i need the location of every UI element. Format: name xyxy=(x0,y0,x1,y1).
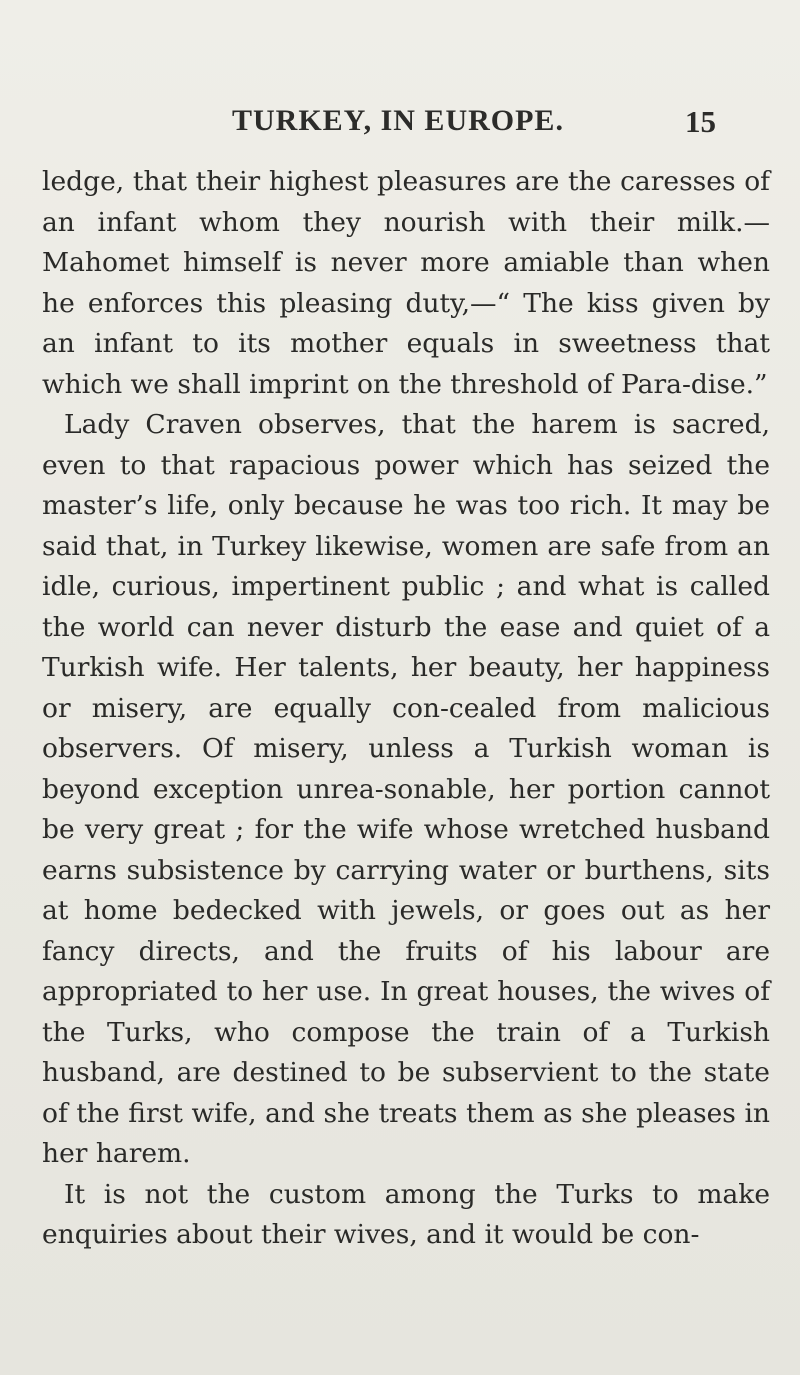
body-text xyxy=(42,162,770,1256)
paragraph-3: It is not the custom among the Turks to make enquiries about their wives, and it would be con- xyxy=(42,1178,770,1250)
paragraph-2: Lady Craven observes, that the harem is sacred, even to that rapacious power which has seized the master’s life, only because he was too rich. It may be said that, in Turkey likewise, women are safe from an idle, curious, impertinent public ; and what is called the world can never disturb the ease and quiet of a Turkish wife. Her talents, her beauty, her happiness or misery, are equally con-cealed from malicious observers. Of misery, unless a Turkish woman is beyond exception unrea-sonable, her portion cannot be very great ; for the wife whose wretched husband earns subsistence by carrying water or burthens, sits at home bedecked with jewels, or goes out as her fancy directs, and the fruits of his labour are appropriated to her use. In great houses, the wives of the Turks, who compose the train of a Turkish husband, are destined to be subservient to the state of the first wife, and she treats them as she pleases in her harem. xyxy=(42,409,770,1169)
page-number: 15 xyxy=(685,104,716,139)
paragraph-1: ledge, that their highest pleasures are the caresses of an infant whom they nourish with their milk.— Mahomet himself is never more amiable than when he enforces this pleasing duty,—“ The kiss given by an infant to its mother equals in sweetness that which we shall imprint on the threshold of Para-dise.” xyxy=(42,166,770,400)
page-header xyxy=(232,104,716,144)
running-head: TURKEY, IN EUROPE. xyxy=(232,104,564,137)
